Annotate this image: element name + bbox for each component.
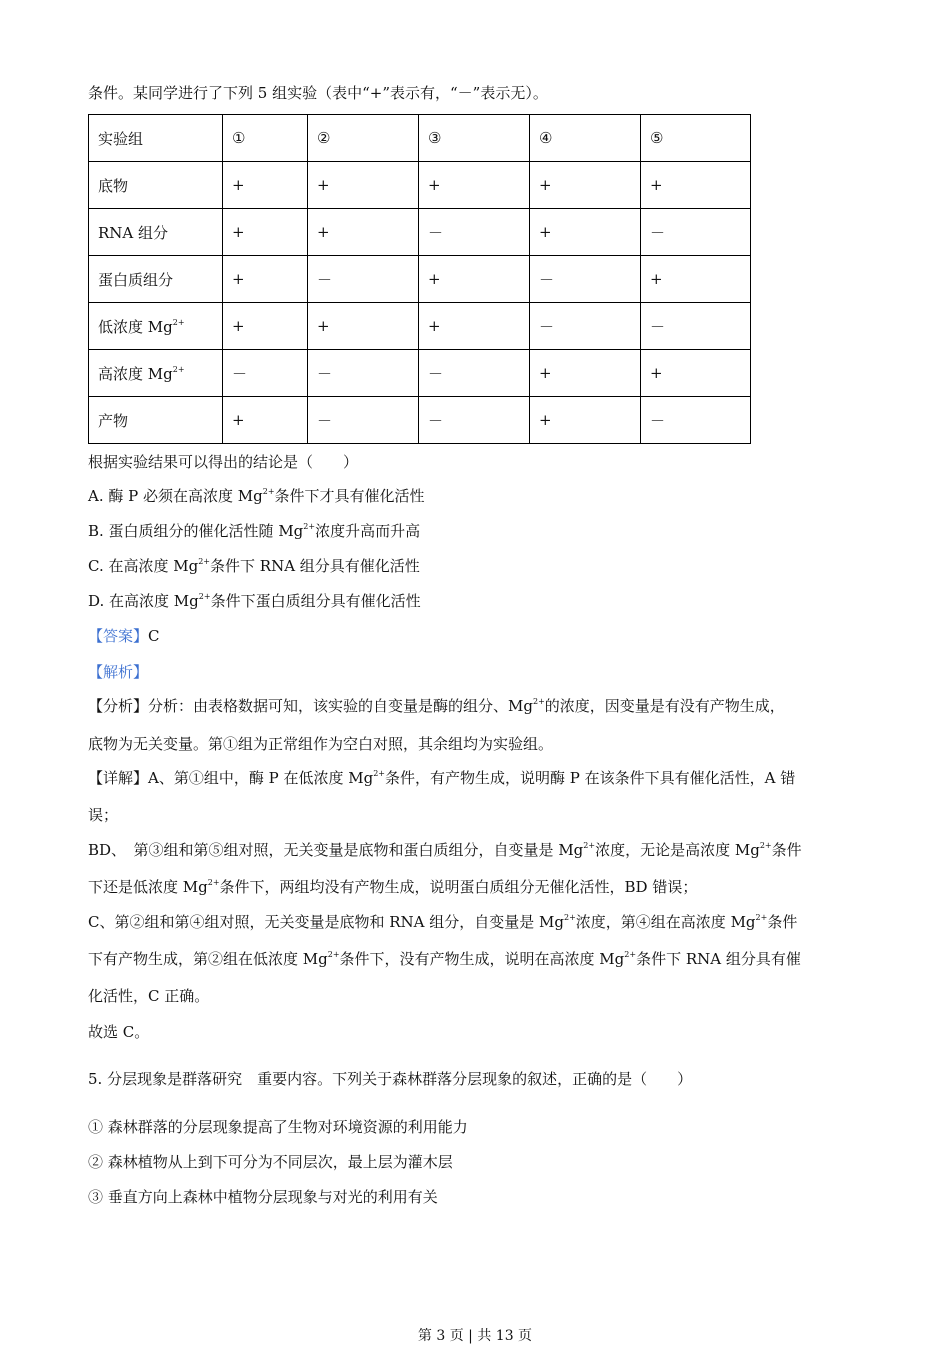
table-header-cell: ⑤	[641, 115, 751, 162]
table-header-cell: 实验组	[89, 115, 223, 162]
table-cell: －	[530, 256, 641, 303]
table-cell: +	[308, 303, 419, 350]
table-cell: +	[530, 209, 641, 256]
table-cell: +	[530, 350, 641, 397]
table-row	[89, 256, 751, 303]
row-label: 高浓度 $Mg^{2+}$	[89, 350, 223, 397]
table-cell: +	[223, 209, 308, 256]
table-cell: +	[308, 209, 419, 256]
detail-bd-line-1: BD、 第③组和第⑤组对照，无关变量是底物和蛋白质组分，自变量是 $Mg^{2+}$浓度，无论是高浓度 $Mg^{2+}$条件	[88, 841, 802, 859]
table-cell: +	[419, 303, 530, 350]
table-cell: －	[641, 397, 751, 444]
row-label: RNA 组分	[89, 209, 223, 256]
conclusion-text: 故选 C。	[88, 1023, 150, 1041]
table-row	[89, 209, 751, 256]
table-cell: +	[308, 162, 419, 209]
detail-a-line: 【详解】A、第①组中，酶 P 在低浓度 $Mg^{2+}$条件，有产物生成，说明酶 P 在该条件下具有催化活性，A 错	[88, 769, 796, 787]
table-cell: －	[223, 350, 308, 397]
option-d: D. 在高浓度 $Mg^{2+}$条件下蛋白质组分具有催化活性	[88, 592, 421, 610]
table-cell: +	[223, 162, 308, 209]
table-cell: －	[308, 350, 419, 397]
experiment-table	[88, 114, 751, 444]
table-header-cell: ④	[530, 115, 641, 162]
table-cell: +	[641, 162, 751, 209]
table-header-cell: ①	[223, 115, 308, 162]
row-label: 蛋白质组分	[89, 256, 223, 303]
option-a: A. 酶 P 必须在高浓度 $Mg^{2+}$条件下才具有催化活性	[88, 487, 425, 505]
table-cell: －	[419, 350, 530, 397]
table-cell: +	[419, 162, 530, 209]
table-cell: －	[419, 397, 530, 444]
table-row	[89, 397, 751, 444]
intro-text: 条件。某同学进行了下列 5 组实验（表中“+”表示有，“－”表示无）。	[88, 84, 548, 102]
fenxi-line-1: 【分析】分析：由表格数据可知，该实验的自变量是酶的组分、$Mg^{2+}$的浓度，因变量是有没有产物生成，	[88, 697, 785, 715]
page-footer: 第 3 页 | 共 13 页	[417, 1328, 533, 1344]
statement-3: ③ 垂直方向上森林中植物分层现象与对光的利用有关	[88, 1188, 438, 1206]
table-header-cell: ②	[308, 115, 419, 162]
table-row	[89, 303, 751, 350]
answer-line	[88, 625, 160, 646]
answer-value: C	[148, 627, 160, 645]
table-header-cell: ③	[419, 115, 530, 162]
table-cell: +	[223, 256, 308, 303]
table-cell: +	[223, 397, 308, 444]
row-label: 产物	[89, 397, 223, 444]
table-cell: －	[308, 256, 419, 303]
table-cell: +	[419, 256, 530, 303]
detail-c-line-2: 下有产物生成，第②组在低浓度 $Mg^{2+}$条件下，没有产物生成，说明在高浓度 $Mg^{2+}$条件下 RNA 组分具有催	[88, 950, 801, 968]
option-b: B. 蛋白质组分的催化活性随 $Mg^{2+}$浓度升高而升高	[88, 522, 421, 540]
row-label: 底物	[89, 162, 223, 209]
table-cell: +	[530, 397, 641, 444]
table-cell: －	[530, 303, 641, 350]
statement-2: ② 森林植物从上到下可分为不同层次，最上层为灌木层	[88, 1153, 453, 1171]
option-c: C. 在高浓度 $Mg^{2+}$条件下 RNA 组分具有催化活性	[88, 557, 420, 575]
table-cell: －	[641, 209, 751, 256]
table-cell: +	[530, 162, 641, 209]
table-cell: +	[641, 256, 751, 303]
table-cell: －	[308, 397, 419, 444]
table-cell: －	[641, 303, 751, 350]
answer-tag: 【答案】	[88, 627, 149, 645]
statement-1: ① 森林群落的分层现象提高了生物对环境资源的利用能力	[88, 1118, 468, 1136]
table-cell: －	[419, 209, 530, 256]
table-row	[89, 350, 751, 397]
fenxi-line-2: 底物为无关变量。第①组为正常组作为空白对照，其余组均为实验组。	[88, 735, 554, 753]
table-cell: +	[223, 303, 308, 350]
question-text: 根据实验结果可以得出的结论是（ ）	[88, 453, 359, 471]
row-label: 低浓度 $Mg^{2+}$	[89, 303, 223, 350]
detail-a-line-2: 误；	[88, 806, 119, 824]
detail-c-line-3: 化活性，C 正确。	[88, 987, 210, 1005]
table-header-row	[89, 115, 751, 162]
detail-bd-line-2: 下还是低浓度 $Mg^{2+}$条件下，两组均没有产物生成，说明蛋白质组分无催化活性，BD 错误；	[88, 878, 698, 896]
analysis-tag: 【解析】	[88, 663, 149, 681]
table-cell: +	[641, 350, 751, 397]
detail-c-line-1: C、第②组和第④组对照，无关变量是底物和 RNA 组分，自变量是 $Mg^{2+}$浓度，第④组在高浓度 $Mg^{2+}$条件	[88, 913, 798, 931]
table-row	[89, 162, 751, 209]
question-5-stem: 5. 分层现象是群落研究 重要内容。下列关于森林群落分层现象的叙述，正确的是（ ）	[88, 1070, 693, 1088]
